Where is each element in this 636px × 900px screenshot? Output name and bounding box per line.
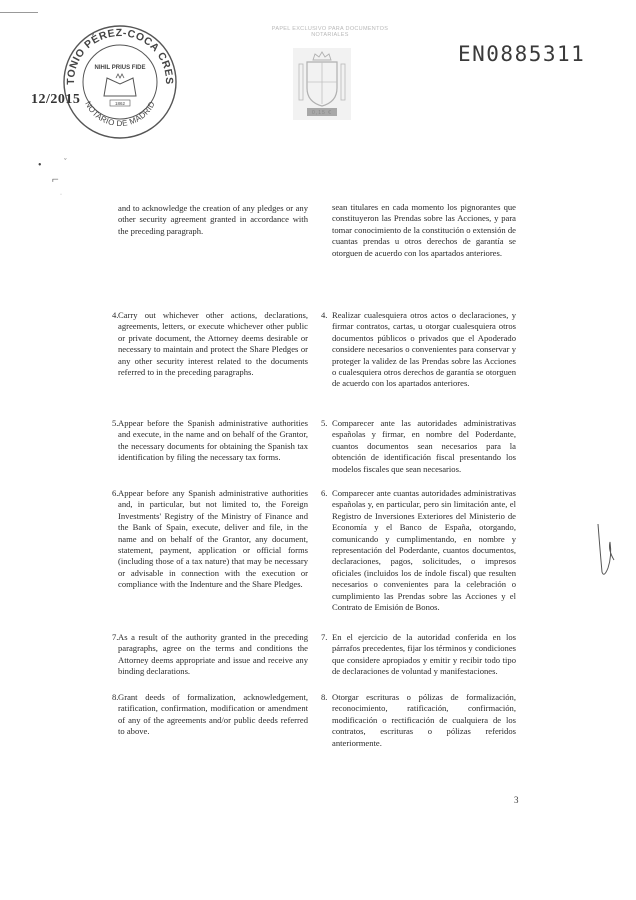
top-rule <box>0 12 38 13</box>
stamp-value: 0,15 € <box>312 110 332 116</box>
english-paragraph: Grant deeds of formalization, acknowledgement, ratification, confirmation, modification or amendment of any of the agreements and/or public deeds referred to above. <box>118 692 308 737</box>
paragraph-number: 8. <box>112 692 119 702</box>
paragraph-number: 6. <box>112 488 119 498</box>
paragraph-number: 7. <box>321 632 328 642</box>
english-paragraph: Appear before any Spanish administrative authorities and, in particular, but not limited to, the Foreign Investments' Registry of the Ministry of Finance and the Bank of Spain, execute, deliver and file, in the name and on behalf of the Grantor, any document, statement, payment, application or official forms (including those of a tax nature) that may be necessary or advisable in connection with the execution or compliance with the Indenture and the Share Pledges. <box>118 488 308 590</box>
notary-seal <box>60 22 180 142</box>
spanish-paragraph: Otorgar escrituras o pólizas de formalización, reconocimiento, ratificación, confirmación, modificación o rectificación de cualquiera de los contratos, escrituras o pólizas referidos anteriormente. <box>332 692 516 748</box>
english-continuation: and to acknowledge the creation of any pledges or any other security agreement granted in accordance with the preceding paragraph. <box>118 203 308 236</box>
spanish-paragraph: Comparecer ante cuantas autoridades administrativas españolas y, en particular, pero sin limitación ante, el Registro de Inversiones Exteriores del Ministerio de Economía y el Banco de España, otorgando, comunicando y cumplimentando, en nombre y representación del Poderdante, cuantos documentos, declaraciones, pagos, solicitudes, o impresos oficiales (incluidos los de índole fiscal) que resulten necesarios o convenientes para la celebración o cumplimiento las Prendas sobre las Acciones y el Contrato de Emisión de Bonos. <box>332 488 516 613</box>
spanish-paragraph: Realizar cualesquiera otros actos o declaraciones, y firmar contratos, cartas, u otorgar cualesquiera otros documentos públicos o privados que el Apoderado considere necesarios o convenientes para conservar y proteger la validez de las Prendas sobre las Acciones o cualesquiera otros derechos de garantía se otorguen de acuerdo con los apartados anteriores. <box>332 310 516 389</box>
margin-mark: • <box>38 160 42 171</box>
margin-mark: ˇ <box>64 157 67 166</box>
english-paragraph: Carry out whichever other actions, declarations, agreements, letters, or execute whichever other public or private document, the Attorney deems desirable or necessary to maintain and protect the Share Pledges or any other security interest related to the documents referred to in the preceding paragraphs. <box>118 310 308 378</box>
page-number: 3 <box>514 795 519 805</box>
document-number: EN0885311 <box>458 42 586 66</box>
margin-mark: ⌐ <box>52 172 59 186</box>
seal-outer-text: TONIO PÉREZ-COCA CRES <box>64 26 176 85</box>
spanish-paragraph: Comparecer ante las autoridades administrativas españolas y firmar, en nombre del Poderdante, cuantos documentos sean necesarios para la obtención de identificación fiscal presentando los modelos fiscales que sean necesarios. <box>332 418 516 474</box>
date-stamp: 12/2015 <box>31 92 81 107</box>
english-paragraph: As a result of the authority granted in the preceding paragraphs, agree on the terms and conditions the Attorney deems appropriate and issue and receive any binding declarations. <box>118 632 308 677</box>
seal-year: 1862 <box>114 101 126 106</box>
spanish-continuation: sean titulares en cada momento los pignorantes que constituyeron las Prendas sobre las Acciones, y para tomar conocimiento de la constitución o extensión de cuantas prendas u otros derechos de garantía se otorguen de acuerdo con los apartados anteriores. <box>332 202 516 258</box>
paragraph-number: 4. <box>112 310 119 320</box>
margin-mark: · <box>60 192 62 198</box>
english-paragraph: Appear before the Spanish administrative authorities and execute, in the name and on behalf of the Grantor, the necessary documents for obtaining the Spanish tax identification by filing the necessary tax forms. <box>118 418 308 463</box>
watermark-text: PAPEL EXCLUSIVO PARA DOCUMENTOS NOTARIALES <box>271 26 389 38</box>
paragraph-number: 5. <box>321 418 328 428</box>
paragraph-number: 7. <box>112 632 119 642</box>
paragraph-number: 6. <box>321 488 328 498</box>
signature-scribble <box>592 520 622 580</box>
paragraph-number: 5. <box>112 418 119 428</box>
spanish-paragraph: En el ejercicio de la autoridad conferida en los párrafos precedentes, fijar los términos y condiciones que considere apropiados y emitir y recibir todo tipo de declaraciones de voluntad y manifestaciones. <box>332 632 516 677</box>
paragraph-number: 4. <box>321 310 328 320</box>
paragraph-number: 8. <box>321 692 328 702</box>
seal-bottom-text: NOTARIO DE MADRID <box>83 99 157 129</box>
seal-motto: NIHIL PRIUS FIDE <box>94 65 146 71</box>
